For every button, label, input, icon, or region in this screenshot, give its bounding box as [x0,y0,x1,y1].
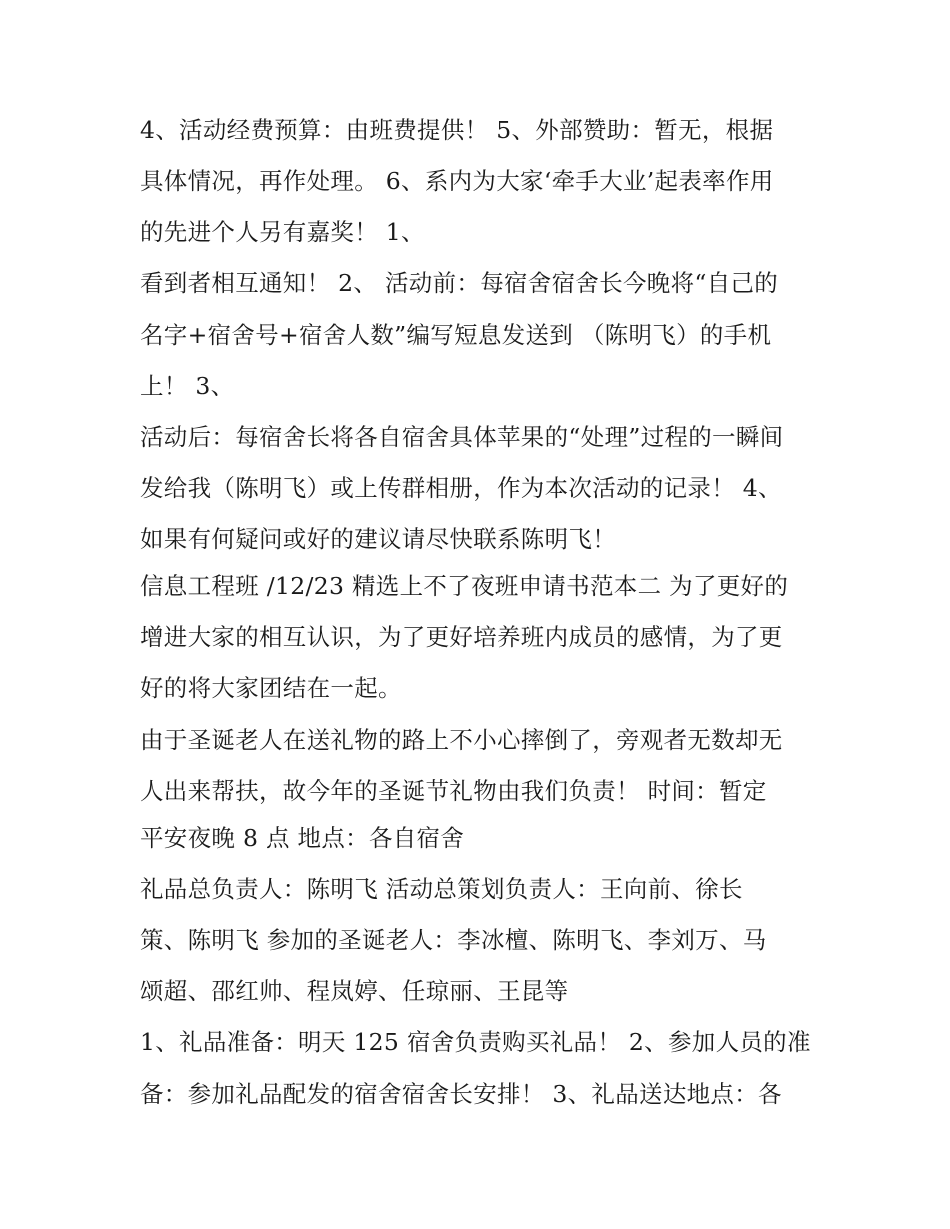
text-line: 上！ 3、 [140,372,235,400]
text-line: 人出来帮扶，故今年的圣诞节礼物由我们负责！ 时间：暂定 [140,777,767,805]
text-line: 名字+宿舍号+宿舍人数”编写短息发送到 （陈明飞）的手机 [140,321,772,349]
text-line: 备：参加礼品配发的宿舍宿舍长安排！ 3、礼品送达地点：各 [140,1080,782,1108]
text-line: 1、礼品准备：明天 125 宿舍负责购买礼品！ 2、参加人员的准 [140,1028,811,1056]
text-line: 好的将大家团结在一起。 [140,674,402,702]
text-line: 礼品总负责人：陈明飞 活动总策划负责人：王向前、徐长 [140,875,743,903]
text-line: 颂超、邵红帅、程岚婷、任琼丽、王昆等 [140,977,569,1005]
text-line: 策、陈明飞 参加的圣诞老人：李冰檀、陈明飞、李刘万、马 [140,926,767,954]
text-line: 活动后：每宿舍长将各自宿舍具体苹果的“处理”过程的一瞬间 [140,423,784,451]
text-line: 4、活动经费预算：由班费提供！ 5、外部赞助：暂无，根据 [140,116,774,144]
text-line: 具体情况，再作处理。 6、系内为大家‘牵手大业’起表率作用 [140,167,774,195]
text-line: 由于圣诞老人在送礼物的路上不小心摔倒了，旁观者无数却无 [140,726,783,754]
text-line: 信息工程班 /12/23 精选上不了夜班申请书范本二 为了更好的 [140,572,789,600]
text-line: 的先进个人另有嘉奖！ 1、 [140,218,425,246]
text-line: 平安夜晚 8 点 地点：各自宿舍 [140,824,465,852]
text-line: 增进大家的相互认识，为了更好培养班内成员的感情，为了更 [140,623,783,651]
text-line: 如果有何疑问或好的建议请尽快联系陈明飞！ [140,525,616,553]
text-line: 发给我（陈明飞）或上传群相册，作为本次活动的记录！ 4、 [140,474,782,502]
text-line: 看到者相互通知！ 2、 活动前：每宿舍宿舍长今晚将“自己的 [140,269,779,297]
